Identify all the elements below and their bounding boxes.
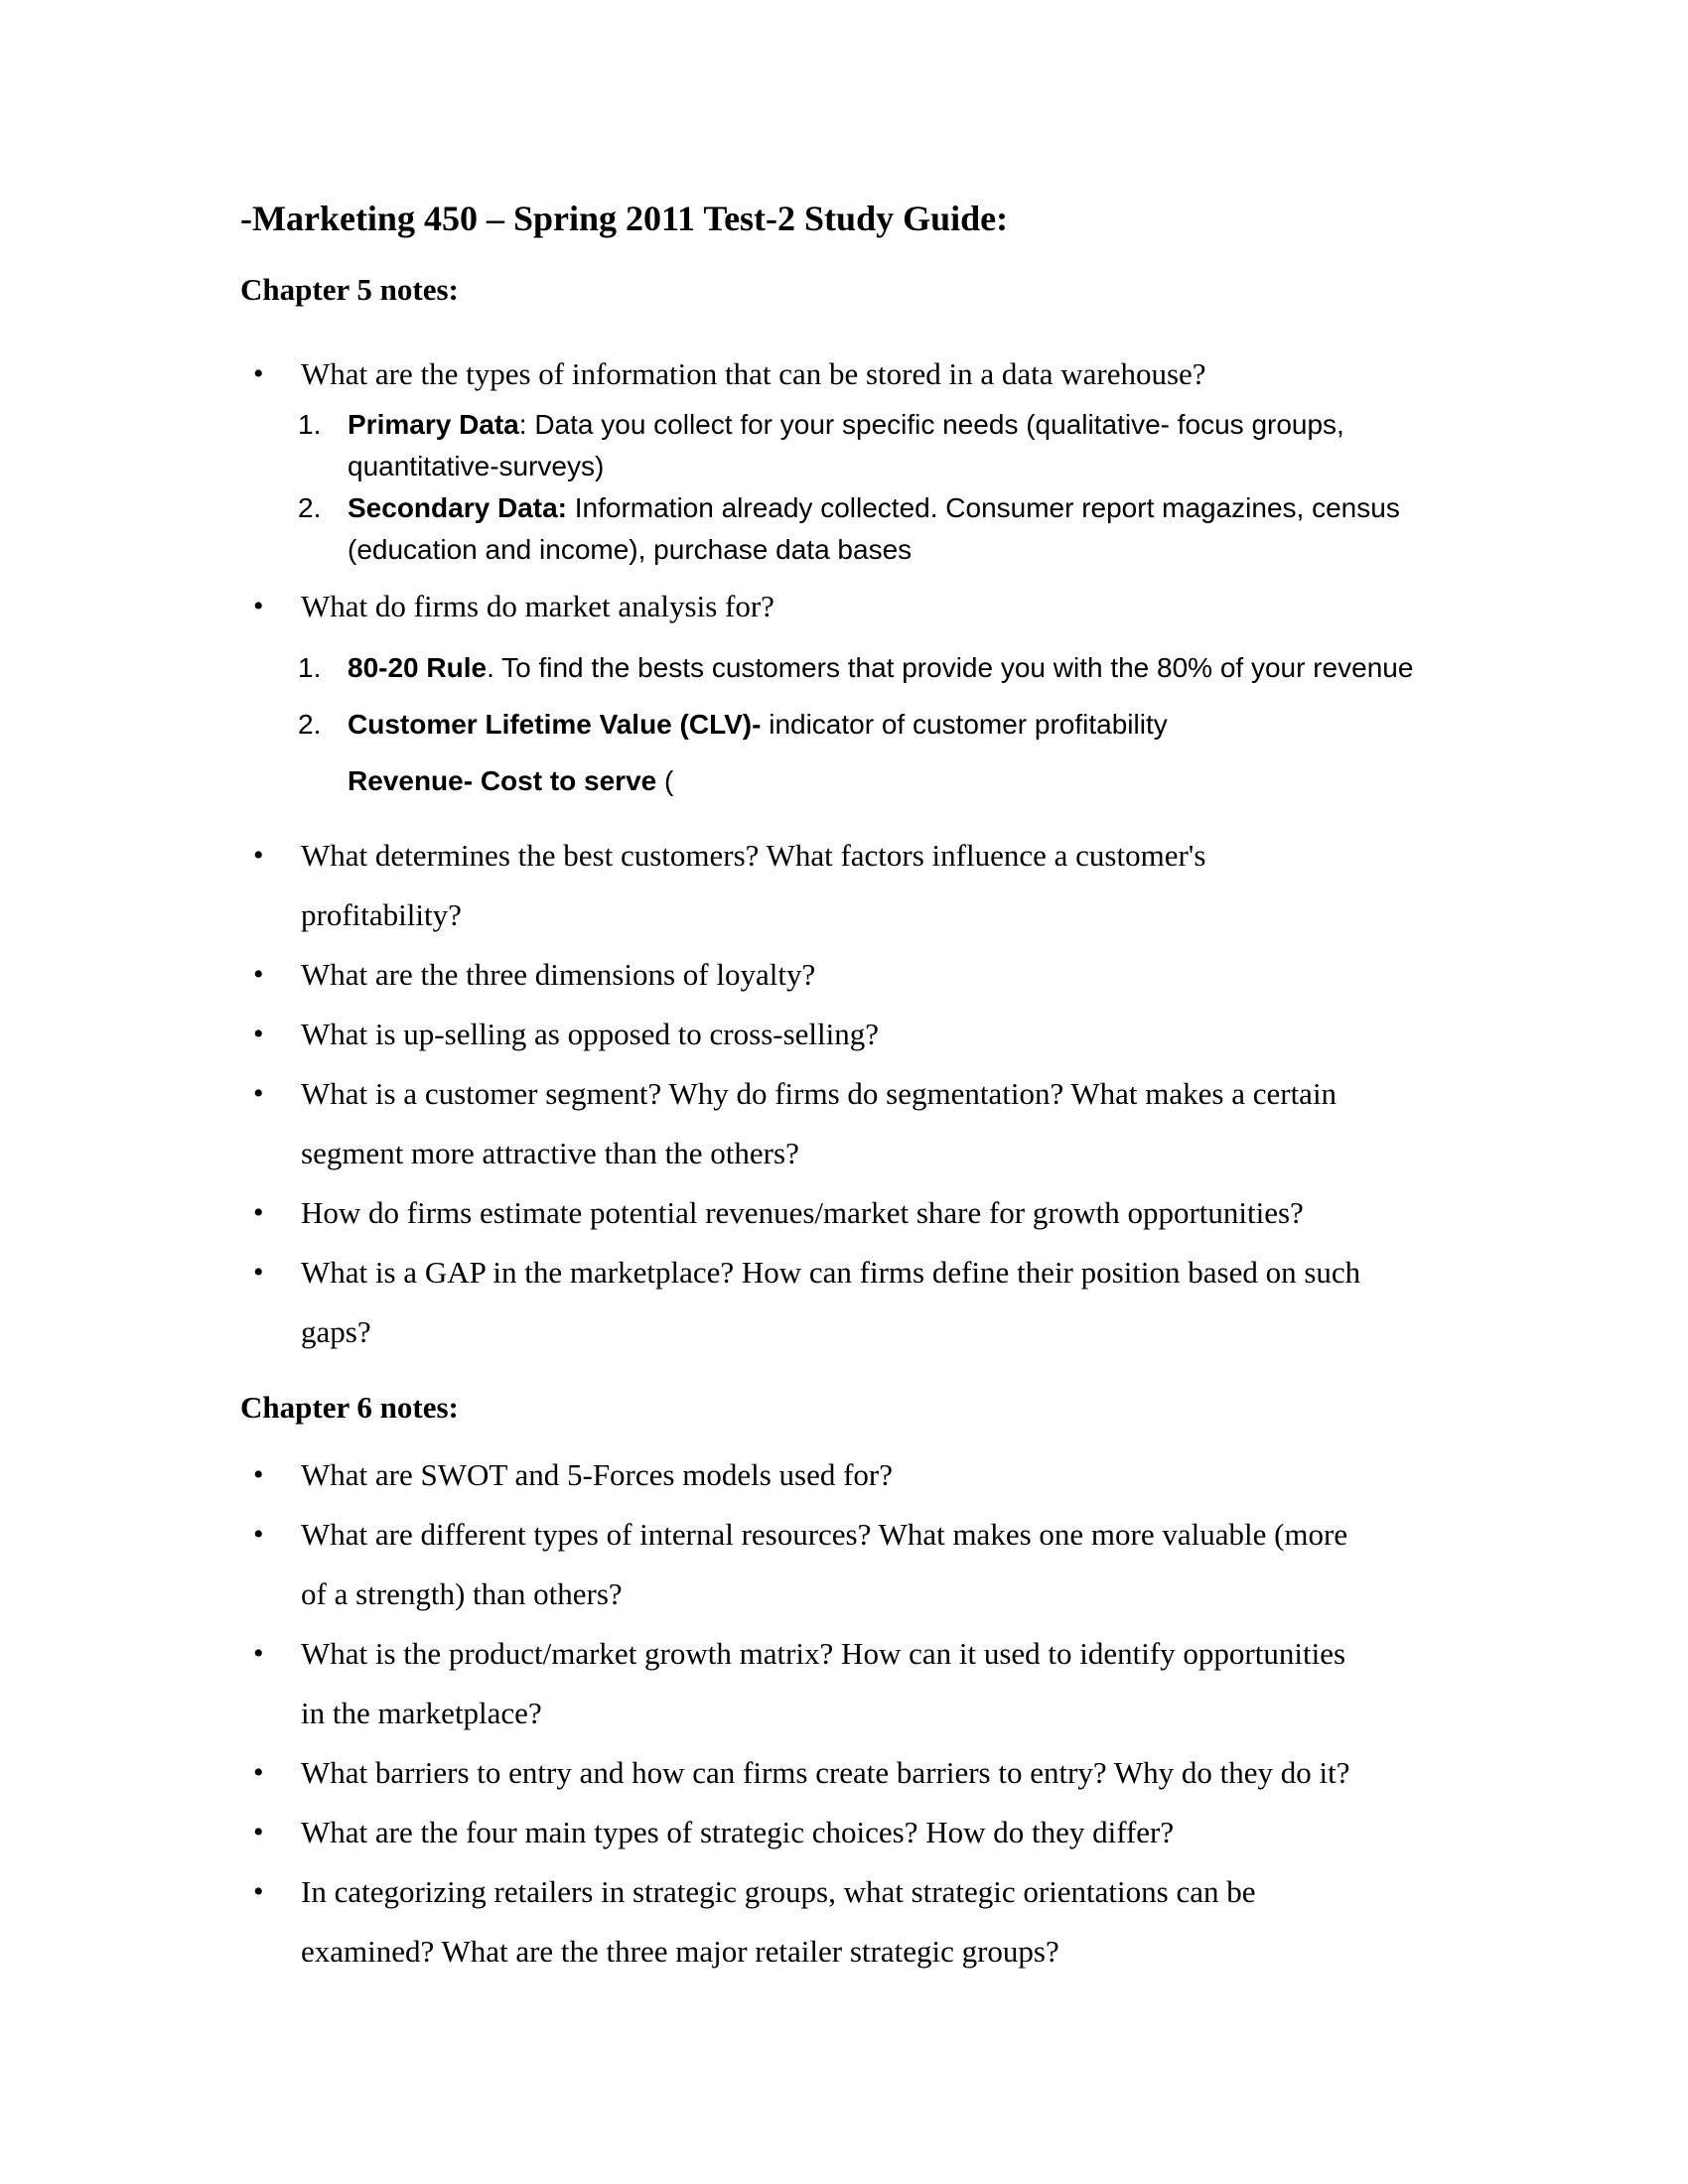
document-content xyxy=(240,196,1521,1981)
question-text-continued: gaps? xyxy=(301,1314,371,1349)
question-bullet xyxy=(240,1862,1521,1922)
numbered-item xyxy=(240,487,1521,529)
term-definition: . To find the bests customers that provide you with the 80% of your revenue xyxy=(487,652,1414,683)
question-text: What are the types of information that can be stored in a data warehouse? xyxy=(301,356,1206,391)
question-text: What are the three dimensions of loyalty? xyxy=(301,957,816,992)
question-text: What is a customer segment? Why do firms do segmentation? What makes a certain xyxy=(301,1076,1337,1111)
term-definition-continued: quantitative-surveys) xyxy=(348,451,605,481)
term-definition: indicator of customer profitability xyxy=(761,709,1168,740)
question-bullet xyxy=(240,826,1521,886)
list-number: 1. xyxy=(298,652,322,683)
question-text: What is the product/market growth matrix? How can it used to identify opportunities xyxy=(301,1636,1346,1671)
formula-text: Revenue- Cost to serve xyxy=(348,765,657,796)
question-text-continued: segment more attractive than the others? xyxy=(301,1136,799,1170)
question-bullet xyxy=(240,1005,1521,1064)
term-definition: Information already collected. Consumer report magazines, census xyxy=(566,492,1400,523)
bullet-icon: • xyxy=(253,357,264,390)
bullet-icon: • xyxy=(253,839,264,872)
term-definition-continued: (education and income), purchase data bases xyxy=(348,534,913,565)
list-number: 2. xyxy=(298,709,322,740)
numbered-item-continuation xyxy=(240,446,1521,487)
bullet-icon: • xyxy=(253,1816,264,1848)
list-number: 1. xyxy=(298,409,322,440)
bullet-icon: • xyxy=(253,590,264,622)
question-text: What are SWOT and 5-Forces models used for? xyxy=(301,1457,893,1492)
formula-line xyxy=(240,752,1521,809)
question-text-continued: of a strength) than others? xyxy=(301,1576,623,1611)
question-bullet xyxy=(240,945,1521,1005)
question-text-continued: examined? What are the three major retailer strategic groups? xyxy=(301,1934,1059,1969)
question-text: What are different types of internal resources? What makes one more valuable (more xyxy=(301,1517,1348,1552)
question-continuation xyxy=(240,1565,1521,1624)
question-bullet xyxy=(240,1624,1521,1684)
question-text: What do firms do market analysis for? xyxy=(301,589,774,623)
question-bullet xyxy=(240,1505,1521,1565)
bullet-icon: • xyxy=(253,1018,264,1050)
chapter-5-heading: Chapter 5 notes: xyxy=(240,272,459,307)
question-bullet xyxy=(240,1183,1521,1243)
question-text: What barriers to entry and how can firms create barriers to entry? Why do they do it? xyxy=(301,1755,1350,1790)
question-bullet xyxy=(240,1803,1521,1862)
term-label: 80-20 Rule xyxy=(348,652,488,683)
question-text-continued: in the marketplace? xyxy=(301,1696,542,1730)
bullet-icon: • xyxy=(253,958,264,991)
question-text: How do firms estimate potential revenues/market share for growth opportunities? xyxy=(301,1195,1304,1230)
question-bullet xyxy=(240,577,1521,636)
bullet-icon: • xyxy=(253,1256,264,1289)
bullet-icon: • xyxy=(253,1756,264,1789)
bullet-icon: • xyxy=(253,1637,264,1670)
bullet-icon: • xyxy=(253,1518,264,1551)
question-continuation xyxy=(240,886,1521,945)
question-text: What determines the best customers? What factors influence a customer's xyxy=(301,838,1206,873)
question-text: What is a GAP in the marketplace? How can firms define their position based on such xyxy=(301,1255,1361,1290)
bullet-icon: • xyxy=(253,1458,264,1491)
numbered-item xyxy=(240,696,1521,752)
question-text: What are the four main types of strategic choices? How do they differ? xyxy=(301,1815,1175,1849)
question-text: What is up-selling as opposed to cross-selling? xyxy=(301,1017,880,1051)
list-number: 2. xyxy=(298,492,322,523)
formula-paren: ( xyxy=(656,765,674,796)
numbered-item-continuation xyxy=(240,529,1521,571)
chapter-6-heading: Chapter 6 notes: xyxy=(240,1390,459,1425)
bullet-icon: • xyxy=(253,1875,264,1908)
bullet-icon: • xyxy=(253,1196,264,1229)
term-label: Secondary Data: xyxy=(348,492,567,523)
question-bullet xyxy=(240,1743,1521,1803)
question-continuation xyxy=(240,1922,1521,1981)
bullet-icon: • xyxy=(253,1077,264,1110)
page-title: -Marketing 450 – Spring 2011 Test-2 Study Guide: xyxy=(240,199,1009,238)
numbered-item xyxy=(240,639,1521,696)
question-continuation xyxy=(240,1302,1521,1362)
question-text: In categorizing retailers in strategic groups, what strategic orientations can be xyxy=(301,1874,1256,1909)
numbered-item xyxy=(240,404,1521,446)
term-label: Customer Lifetime Value (CLV)- xyxy=(348,709,762,740)
question-bullet xyxy=(240,1064,1521,1124)
question-bullet xyxy=(240,1243,1521,1302)
question-continuation xyxy=(240,1124,1521,1183)
question-continuation xyxy=(240,1684,1521,1743)
question-bullet xyxy=(240,344,1521,404)
question-bullet xyxy=(240,1445,1521,1505)
term-definition: : Data you collect for your specific needs (qualitative- focus groups, xyxy=(518,409,1344,440)
term-label: Primary Data xyxy=(348,409,519,440)
question-text-continued: profitability? xyxy=(301,897,462,932)
